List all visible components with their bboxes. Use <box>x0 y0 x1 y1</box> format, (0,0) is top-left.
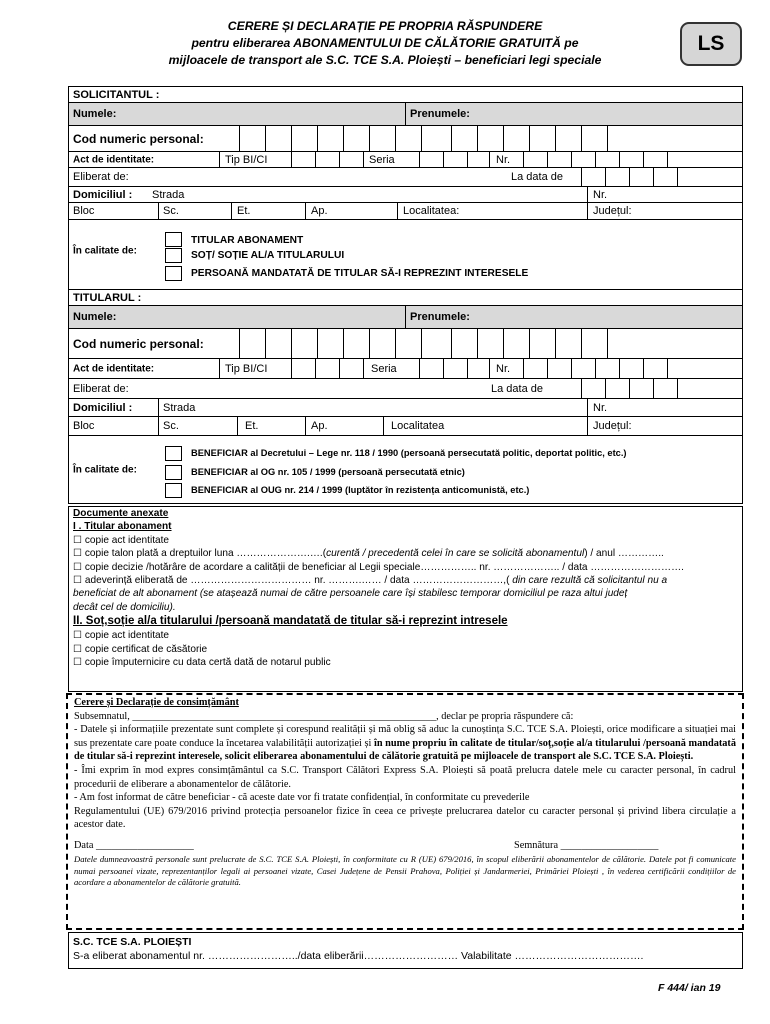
titular-section <box>68 289 743 504</box>
form-code: F 444/ ian 19 <box>658 982 721 994</box>
option-mandatar-checkbox[interactable] <box>165 266 182 281</box>
footer-abonament-line: S-a eliberat abonamentul nr. ……………………../data eliberării……………………… Valabilitate ………………………………. <box>73 950 644 962</box>
solicitant-la-data-label: La data de <box>511 171 563 183</box>
documente-anexate-section <box>68 506 743 692</box>
solicitant-domiciliu-label: Domiciliul : <box>73 188 133 201</box>
consimtamant-sign-row <box>74 835 736 854</box>
solicitant-title: SOLICITANTUL : <box>73 88 160 101</box>
doc-adeverinta-note: din care rezultă că solicitantul nu a <box>509 575 668 587</box>
doc-talon-text: ☐ copie talon plată a dreptuilor luna ………………….….( <box>73 548 327 560</box>
option-mandatar-label: PERSOANĂ MANDATATĂ DE TITULAR SĂ-I REPREZINT INTERESELE <box>191 268 529 279</box>
titular-seria-label: Seria <box>371 362 397 375</box>
titular-bloc-label: Bloc <box>73 420 95 432</box>
consimtamant-paragraph-4: Regulamentului (UE) 679/2016 privind protecția persoanelor fizice în ceea ce privește prelucrarea datelor cu caracter personal și privind libera circulație a acestor date. <box>74 805 736 831</box>
consimtamant-paragraph-1 <box>74 723 736 764</box>
solicitant-cnp-label: Cod numeric personal: <box>73 131 204 146</box>
doc-item-adeverinta[interactable] <box>73 574 738 587</box>
solicitant-nr2-label: Nr. <box>593 188 608 201</box>
option-og-105-label: BENEFICIAR al OG nr. 105 / 1999 (persoană persecutată etnic) <box>191 467 465 477</box>
titular-ap-label: Ap. <box>311 420 328 432</box>
doc-item-certificat[interactable]: ☐ copie certificat de căsătorie <box>73 643 208 655</box>
consimtamant-note: Datele dumneavoastră personale sunt prelucrate de S.C. TCE S.A. Ploiești, în conformitate cu R (UE) 679/2016, în scopul eliberării abonamentelor de călătorie. Datele pot fi comunicate numai persoanei vizate, reprezentanților legali ai persoanei vizate, Casei Județene de Pensii Prahova, Poliției și Jandarmeriei, Primăriei Ploiești , în vederea certificării condițiilor de acordare a abonamentelor de călătorie gratuită. <box>74 853 736 888</box>
solicitant-localitatea-label: Localitatea: <box>403 205 460 217</box>
doc-item-imputernicire[interactable]: ☐ copie împuternicire cu data certă dată de notarul public <box>73 657 331 669</box>
doc-item-copie-act[interactable]: ☐ copie act identitate <box>73 534 170 546</box>
doc-talon-note: curentă / precedentă celei în care se solicită abonamentul <box>326 548 585 560</box>
solicitant-strada-label: Strada <box>152 188 185 201</box>
titular-strada-label: Strada <box>163 401 196 414</box>
option-titular-checkbox[interactable] <box>165 232 182 247</box>
option-titular-label: TITULAR ABONAMENT <box>191 235 304 246</box>
doc-talon-anul: ) / anul ………….. <box>584 548 664 560</box>
document-header <box>0 18 770 69</box>
semnatura-field[interactable]: Semnătura ___________________ <box>514 839 659 851</box>
titular-act-label: Act de identitate: <box>73 363 155 374</box>
solicitant-calitate-label: În calitate de: <box>73 245 137 257</box>
solicitant-nume-label: Numele: <box>73 108 117 120</box>
option-decret-118-checkbox[interactable] <box>165 446 182 461</box>
documente-section-1: I . Titular abonament <box>73 521 172 533</box>
consimtamant-paragraph-2: - Îmi exprim în mod expres consimțământul ca S.C. Transport Călători Express S.A. Ploiești să poată prelucra datele mele cu caracter personal, în cadrul procedurii de eliberare a abonamentelor de călătorie. <box>74 764 736 790</box>
solicitant-et-label: Et. <box>237 205 251 217</box>
consimtamant-title: Cerere și Declarație de consimțământ <box>74 697 239 708</box>
option-oug-214-checkbox[interactable] <box>165 483 182 498</box>
option-sot-label: SOȚ/ SOȚIE AL/A TITULARULUI <box>191 250 345 261</box>
solicitant-act-row[interactable] <box>69 152 742 168</box>
titular-la-data-label: La data de <box>491 382 543 395</box>
solicitant-section <box>68 86 743 290</box>
solicitant-calitate-row <box>69 220 742 282</box>
consimtamant-subsemnatul[interactable]: Subsemnatul, ___________________________________________________________, declar pe propria răspundere că: <box>74 710 574 722</box>
titular-domiciliu-label: Domiciliul : <box>73 401 133 414</box>
consimtamant-text-1: - Datele și informațiile prezentate sunt complete și corespund realității și mă oblig să aduc la cunoștința S.C. TCE S.A. Ploiești, orice modificare a situației mai sus prezentate care poate conduce la încetarea valabilității autorizației și <box>74 724 736 749</box>
titular-sc-label: Sc. <box>163 420 179 432</box>
doc-adeverinta-note-2: beneficiat de alt abonament (se atașează numai de către persoanele care își stabilesc temporar domiciliul pe raza altui județ <box>73 588 628 600</box>
titular-eliberat-row[interactable] <box>69 379 742 399</box>
titular-address-row[interactable] <box>69 417 742 436</box>
titular-title-row <box>69 290 742 306</box>
documente-title: Documente anexate <box>73 508 169 519</box>
doc-item-copie-act-2[interactable]: ☐ copie act identitate <box>73 630 170 642</box>
titular-prenume-label: Prenumele: <box>410 311 470 323</box>
solicitant-bloc-label: Bloc <box>73 205 95 217</box>
titular-tip-label: Tip BI/CI <box>225 362 268 375</box>
consimtamant-section <box>66 693 744 930</box>
titular-judetul-label: Județul: <box>593 420 632 432</box>
option-decret-118-label: BENEFICIAR al Decretului – Lege nr. 118 / 1990 (persoană persecutată politic, deportat politic, etc.) <box>191 448 627 458</box>
data-field[interactable]: Data ___________________ <box>74 839 194 851</box>
titular-cnp-row[interactable] <box>69 329 742 359</box>
titular-calitate-row <box>69 436 742 503</box>
titular-calitate-label: În calitate de: <box>73 464 137 475</box>
header-line-1: CERERE ȘI DECLARAȚIE PE PROPRIA RĂSPUNDERE <box>227 19 543 33</box>
titular-cnp-label: Cod numeric personal: <box>73 336 204 351</box>
titular-nr2-label: Nr. <box>593 401 608 414</box>
solicitant-judetul-label: Județul: <box>593 205 632 217</box>
solicitant-act-label: Act de identitate: <box>73 154 155 165</box>
footer-company: S.C. TCE S.A. PLOIEȘTI <box>73 936 192 948</box>
solicitant-seria-label: Seria <box>369 153 395 166</box>
titular-eliberat-label: Eliberat de: <box>73 382 129 395</box>
solicitant-name-row <box>69 103 742 126</box>
documente-section-2: II. Soț,soție al/a titularului /persoană mandatată de titular să-i reprezint intresele <box>73 615 508 628</box>
form-type-badge: LS <box>680 22 742 66</box>
titular-act-row[interactable] <box>69 359 742 379</box>
solicitant-eliberat-row[interactable] <box>69 168 742 187</box>
titular-nume-label: Numele: <box>73 311 117 323</box>
doc-adeverinta-text: ☐ adeverință eliberată de ……………………………… nr. ……….…… / data ………………………,( <box>73 575 510 587</box>
solicitant-ap-label: Ap. <box>311 205 328 217</box>
consimtamant-text-1-bold: în nume propriu în calitate de titular/soț,soție al/a titularului /persoană mandatată de titular să-i reprezint interesele, solicit eliberarea abonamentului de călătorie gratuită pe mijloacele de transport ale S.C. TCE S.A. Ploiești. <box>74 737 736 763</box>
solicitant-eliberat-label: Eliberat de: <box>73 171 129 183</box>
option-sot-checkbox[interactable] <box>165 248 182 263</box>
titular-localitatea-label: Localitatea <box>391 420 445 432</box>
solicitant-sc-label: Sc. <box>163 205 179 217</box>
doc-adeverinta-note-3: decât cel de domiciliu). <box>73 601 176 613</box>
solicitant-cnp-row[interactable] <box>69 126 742 152</box>
solicitant-address-row[interactable] <box>69 203 742 220</box>
titular-nr-label: Nr. <box>496 362 511 375</box>
titular-name-row <box>69 306 742 329</box>
header-line-3: mijloacele de transport ale S.C. TCE S.A. Ploiești – beneficiari legi speciale <box>168 53 602 67</box>
solicitant-domiciliu-row[interactable] <box>69 187 742 203</box>
consimtamant-paragraph-3: - Am fost informat de către beneficiar - că aceste date vor fi tratate confidențial, în conformitate cu prevederile <box>74 792 530 804</box>
option-og-105-checkbox[interactable] <box>165 465 182 480</box>
titular-et-label: Et. <box>245 420 259 432</box>
titular-title: TITULARUL : <box>73 291 142 304</box>
titular-domiciliu-row[interactable] <box>69 399 742 417</box>
doc-item-talon[interactable] <box>73 547 738 560</box>
header-line-2: pentru eliberarea ABONAMENTULUI DE CĂLĂTORIE GRATUITĂ pe <box>191 36 579 50</box>
footer-section <box>68 932 743 969</box>
solicitant-nr-label: Nr. <box>496 153 511 166</box>
option-oug-214-label: BENEFICIAR al OUG nr. 214 / 1999 (luptător în rezistența anticomunistă, etc.) <box>191 485 530 495</box>
solicitant-tip-label: Tip BI/CI <box>225 153 268 166</box>
solicitant-title-row <box>69 87 742 103</box>
doc-item-decizie[interactable]: ☐ copie decizie /hotărâre de acordare a calității de beneficiar al Legii speciale…………….. nr. ……………….. / data ………………………. <box>73 561 684 573</box>
solicitant-prenume-label: Prenumele: <box>410 108 470 120</box>
